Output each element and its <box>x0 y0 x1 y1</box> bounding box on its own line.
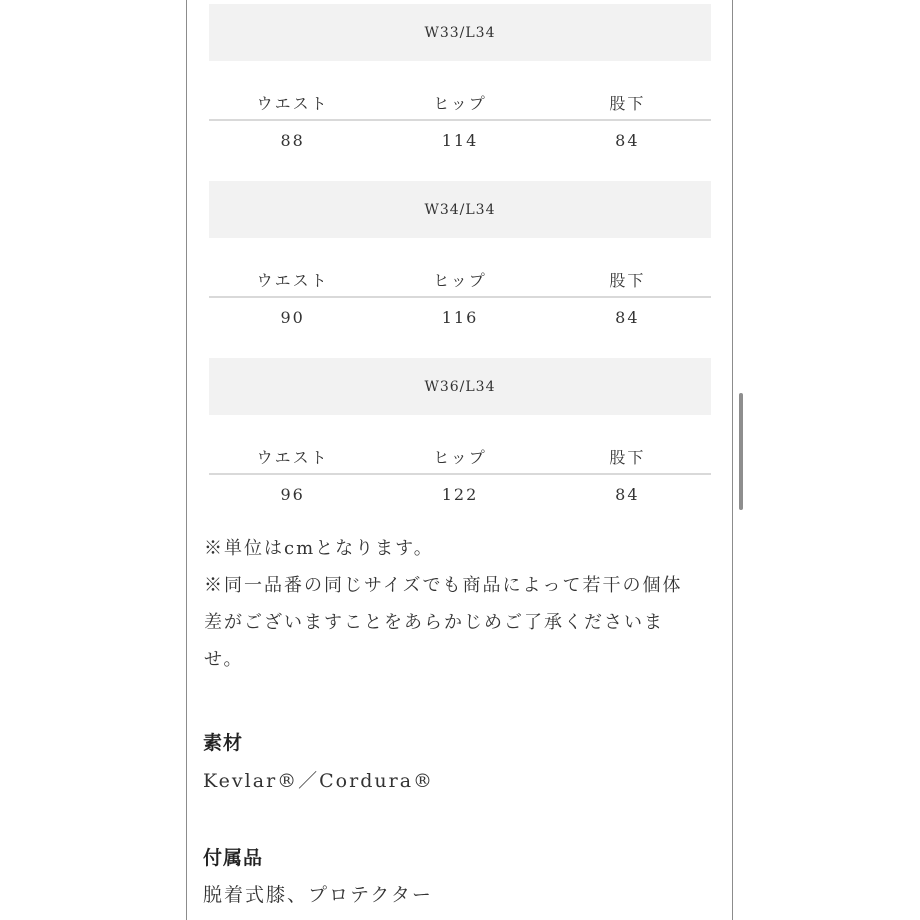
note-variance-line1: ※同一品番の同じサイズでも商品によって若干の個体 <box>204 575 683 596</box>
size-value-row <box>209 298 711 338</box>
waist-label: ウエスト <box>256 448 329 467</box>
size-label-row <box>209 443 711 475</box>
hip-label: ヒップ <box>433 271 487 290</box>
size-table-w36 <box>209 358 711 515</box>
material-value: Kevlar®／Cordura® <box>203 770 435 792</box>
size-label-row <box>209 89 711 121</box>
inseam-label: 股下 <box>609 448 646 467</box>
accessories-value: 脱着式膝、プロテクター <box>203 884 433 906</box>
inseam-value: 84 <box>615 485 640 504</box>
inseam-label: 股下 <box>609 271 646 290</box>
size-header: W33/L34 <box>209 4 711 61</box>
hip-value: 114 <box>441 131 479 150</box>
inseam-value: 84 <box>615 308 640 327</box>
inseam-label: 股下 <box>609 94 646 113</box>
waist-value: 96 <box>280 485 305 504</box>
hip-label: ヒップ <box>433 94 487 113</box>
note-variance-line3: せ。 <box>204 649 244 670</box>
hip-value: 116 <box>441 308 479 327</box>
scrollbar-thumb[interactable] <box>739 393 743 510</box>
waist-label: ウエスト <box>256 94 329 113</box>
note-unit: ※単位はcmとなります。 <box>204 538 434 559</box>
accessories-title: 付属品 <box>203 847 264 869</box>
waist-value: 88 <box>280 131 305 150</box>
size-header: W36/L34 <box>209 358 711 415</box>
size-value-row <box>209 475 711 515</box>
note-variance-line2: 差がございますことをあらかじめご了承くださいま <box>204 612 664 633</box>
size-value-row <box>209 121 711 161</box>
size-table-w33 <box>209 4 711 161</box>
hip-value: 122 <box>441 485 479 504</box>
hip-label: ヒップ <box>433 448 487 467</box>
waist-value: 90 <box>280 308 305 327</box>
inseam-value: 84 <box>615 131 640 150</box>
size-notes <box>204 530 714 678</box>
size-table-w34 <box>209 181 711 338</box>
size-label-row <box>209 266 711 298</box>
material-title: 素材 <box>203 732 244 754</box>
size-header: W34/L34 <box>209 181 711 238</box>
waist-label: ウエスト <box>256 271 329 290</box>
